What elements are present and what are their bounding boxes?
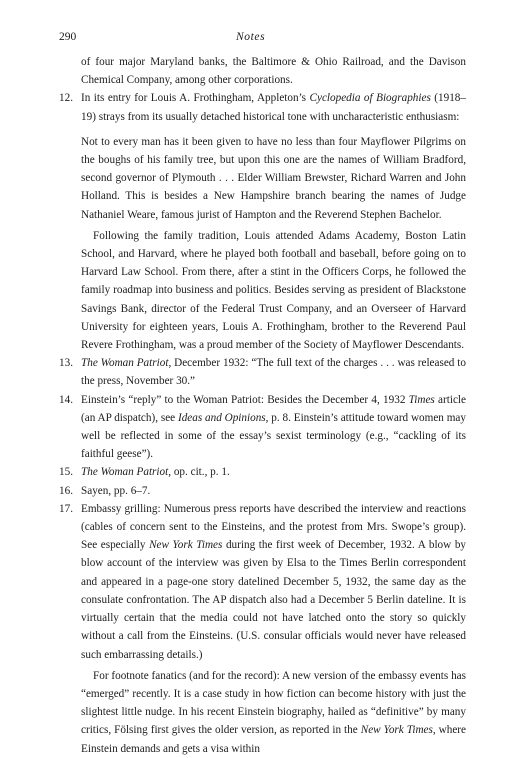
note-text: The Woman Patriot, op. cit., p. 1. — [81, 466, 230, 479]
note-text: Sayen, pp. 6–7. — [81, 484, 151, 497]
note-number: 15. — [59, 466, 73, 479]
running-head: Notes — [236, 31, 266, 43]
note-14 — [59, 391, 466, 464]
page-number: 290 — [59, 31, 77, 43]
continuation-text: of four major Maryland banks, the Baltimore & Ohio Railroad, and the Davison Chemical Company, among other corporations. — [81, 56, 466, 87]
note-17-paragraph-2: For footnote fanatics (and for the record): A new version of the embassy events has “emerged” recently. It is a case study in how fiction can become history with just the slightest little nudge. In his recent Einstein biography, hailed as “definitive” by many critics, Fölsing first gives the older version, as reported in the New York Times, where Einstein demands and gets a visa within — [81, 669, 466, 755]
note-12-paragraph-2: Following the family tradition, Louis attended Adams Academy, Boston Latin School, and Harvard, where he played both football and baseball, before going on to Harvard Law School. From there, after a stint in the Officers Corps, he followed the family roadmap into business and politics. Besides serving as president of Blackstone Savings Bank, director of the Federal Trust Company, and an Overseer of Harvard University for eighteen years, Louis A. Frothingham, brother to the Reverend Paul Revere Frothingham, was a proud member of the Society of Mayflower Descendants. — [81, 229, 466, 352]
note-13 — [59, 354, 466, 390]
block-quote — [81, 133, 466, 224]
note-text: In its entry for Louis A. Frothingham, Appleton’s Cyclopedia of Biographies (1918–19) strays from its usually detached historical tone with uncharacteristic enthusiasm: — [81, 92, 466, 123]
note-number: 14. — [59, 393, 73, 406]
note-text: Einstein’s “reply” to the Woman Patriot: Besides the December 4, 1932 Times article (an AP dispatch), see Ideas and Opinions, p. 8. Einstein’s attitude toward women may well be reflected in some of the essay’s sexist terminology (e.g., “cackling of its faithful geese”). — [81, 393, 466, 461]
note-continuation — [59, 53, 466, 89]
note-text: The Woman Patriot, December 1932: “The full text of the charges . . . was released to the press, November 30.” — [81, 357, 466, 388]
note-number: 17. — [59, 502, 73, 515]
note-16 — [59, 482, 466, 500]
note-text: Embassy grilling: Numerous press reports have described the interview and reactions (cables of concern sent to the Einsteins, and the protest from Mrs. Swope’s group). See especially New York Times during the first week of December, 1932. A blow by blow account of the interview was given by Elsa to the Times Berlin correspondent and appeared in a page-one story datelined December 5, 1932, the same day as the consulate confrontation. The AP dispatch also had a December 5 Berlin dateline. It is virtually certain that the media could not have latched onto the story so quickly without a call from the Einsteins. (U.S. consular officials would never have released such embarrassing details.) — [81, 502, 467, 661]
notes-body — [59, 53, 466, 758]
note-number: 12. — [59, 92, 73, 105]
note-17 — [59, 500, 466, 664]
note-number: 16. — [59, 484, 73, 497]
note-12 — [59, 89, 466, 125]
note-number: 13. — [59, 357, 73, 370]
quote-paragraph: Not to every man has it been given to have no less than four Mayflower Pilgrims on the boughs of his family tree, but upon this one are the names of William Bradford, second governor of Plymouth . . . Elder William Brewster, Richard Warren and John Holland. This is besides a New Hampshire branch bearing the names of Judge Nathaniel Weare, famous jurist of Hampton and the Reverend Stephen Bachelor. — [81, 135, 466, 221]
note-15 — [59, 463, 466, 481]
